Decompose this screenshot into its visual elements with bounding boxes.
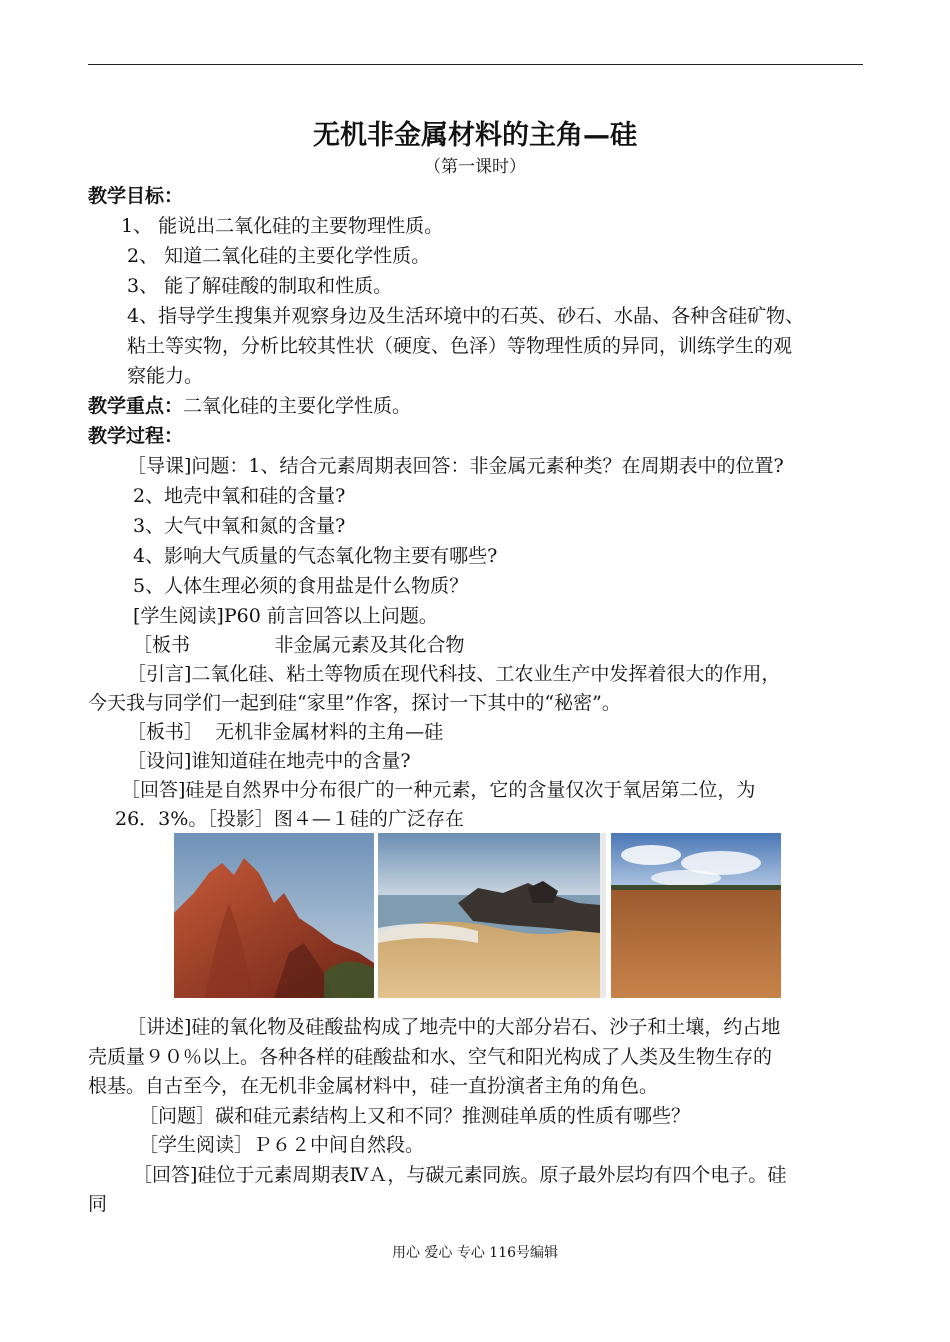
photo-gap xyxy=(600,833,606,998)
process-line: 今天我与同学们一起到硅“家里”作客，探讨一下其中的“秘密”。 xyxy=(88,692,621,714)
process-line: ［回答]硅是自然界中分布很广的一种元素，它的含量仅次于氧居第二位，为 xyxy=(121,779,756,801)
key-point xyxy=(88,392,411,420)
beach-photo xyxy=(378,833,600,998)
process-line: ［板书］ 无机非金属材料的主角—硅 xyxy=(127,721,444,743)
process-heading: 教学过程： xyxy=(88,425,184,447)
page-footer: 用心 爱心 专心 116号编辑 xyxy=(391,1245,559,1261)
process-line: 3、大气中氧和氮的含量? xyxy=(133,515,346,537)
process-line: 2、地壳中氧和硅的含量? xyxy=(133,485,346,507)
process-line: 根基。自古至今，在无机非金属材料中，硅一直扮演者主角的角色。 xyxy=(88,1075,659,1097)
process-line: ［问题］碳和硅元素结构上又和不同？推测硅单质的性质有哪些？ xyxy=(139,1104,691,1127)
rock-mountain-photo xyxy=(174,833,374,998)
objective-item: 粘土等实物，分析比较其性状（硬度、色泽）等物理性质的异同，训练学生的观 xyxy=(127,335,793,357)
key-point-text: 二氧化硅的主要化学性质。 xyxy=(183,395,412,417)
process-line: 26．3%。［投影］图４—１硅的广泛存在 xyxy=(115,808,464,830)
process-line: ［学生阅读］Ｐ６２中间自然段。 xyxy=(139,1134,425,1156)
page-subtitle: （第一课时） xyxy=(424,157,526,177)
process-line: ［导课]问题：1、结合元素周期表回答：非金属元素种类？在周期表中的位置? xyxy=(127,455,784,477)
objective-item: 2、 知道二氧化硅的主要化学性质。 xyxy=(127,245,431,267)
objectives-heading: 教学目标： xyxy=(88,185,184,207)
process-line: 5、人体生理必须的食用盐是什么物质？ xyxy=(133,575,469,597)
objective-item: 察能力。 xyxy=(127,365,204,387)
process-continued xyxy=(88,1013,868,1220)
header-rule xyxy=(88,64,863,65)
process-line: 同 xyxy=(88,1193,108,1215)
objective-item: 1、 能说出二氧化硅的主要物理性质。 xyxy=(121,215,444,237)
process-line: [学生阅读]P60 前言回答以上问题。 xyxy=(133,605,438,627)
process-line: ［板书 非金属元素及其化合物 xyxy=(133,634,465,656)
process-line: ［讲述]硅的氧化物及硅酸盐构成了地壳中的大部分岩石、沙子和土壤，约占地 xyxy=(127,1016,781,1038)
process-line: ［回答]硅位于元素周期表ⅣＡ，与碳元素同族。原子最外层均有四个电子。硅 xyxy=(133,1163,787,1186)
process-line: 壳质量９０％以上。各种各样的硅酸盐和水、空气和阳光构成了人类及生物生存的 xyxy=(88,1045,773,1068)
objective-item: 4、指导学生搜集并观察身边及生活环境中的石英、砂石、水晶、各种含硅矿物、 xyxy=(127,305,805,327)
key-point-heading: 教学重点： xyxy=(88,395,184,417)
process-line: 4、影响大气质量的气态氧化物主要有哪些? xyxy=(133,545,498,567)
page-title: 无机非金属材料的主角—硅 xyxy=(313,120,637,151)
field-photo xyxy=(611,833,781,998)
objective-item: 3、 能了解硅酸的制取和性质。 xyxy=(127,275,393,297)
process-line: ［设问]谁知道硅在地壳中的含量? xyxy=(127,750,411,772)
process-line: ［引言]二氧化硅、粘土等物质在现代科技、工农业生产中发挥着很大的作用， xyxy=(127,663,781,685)
